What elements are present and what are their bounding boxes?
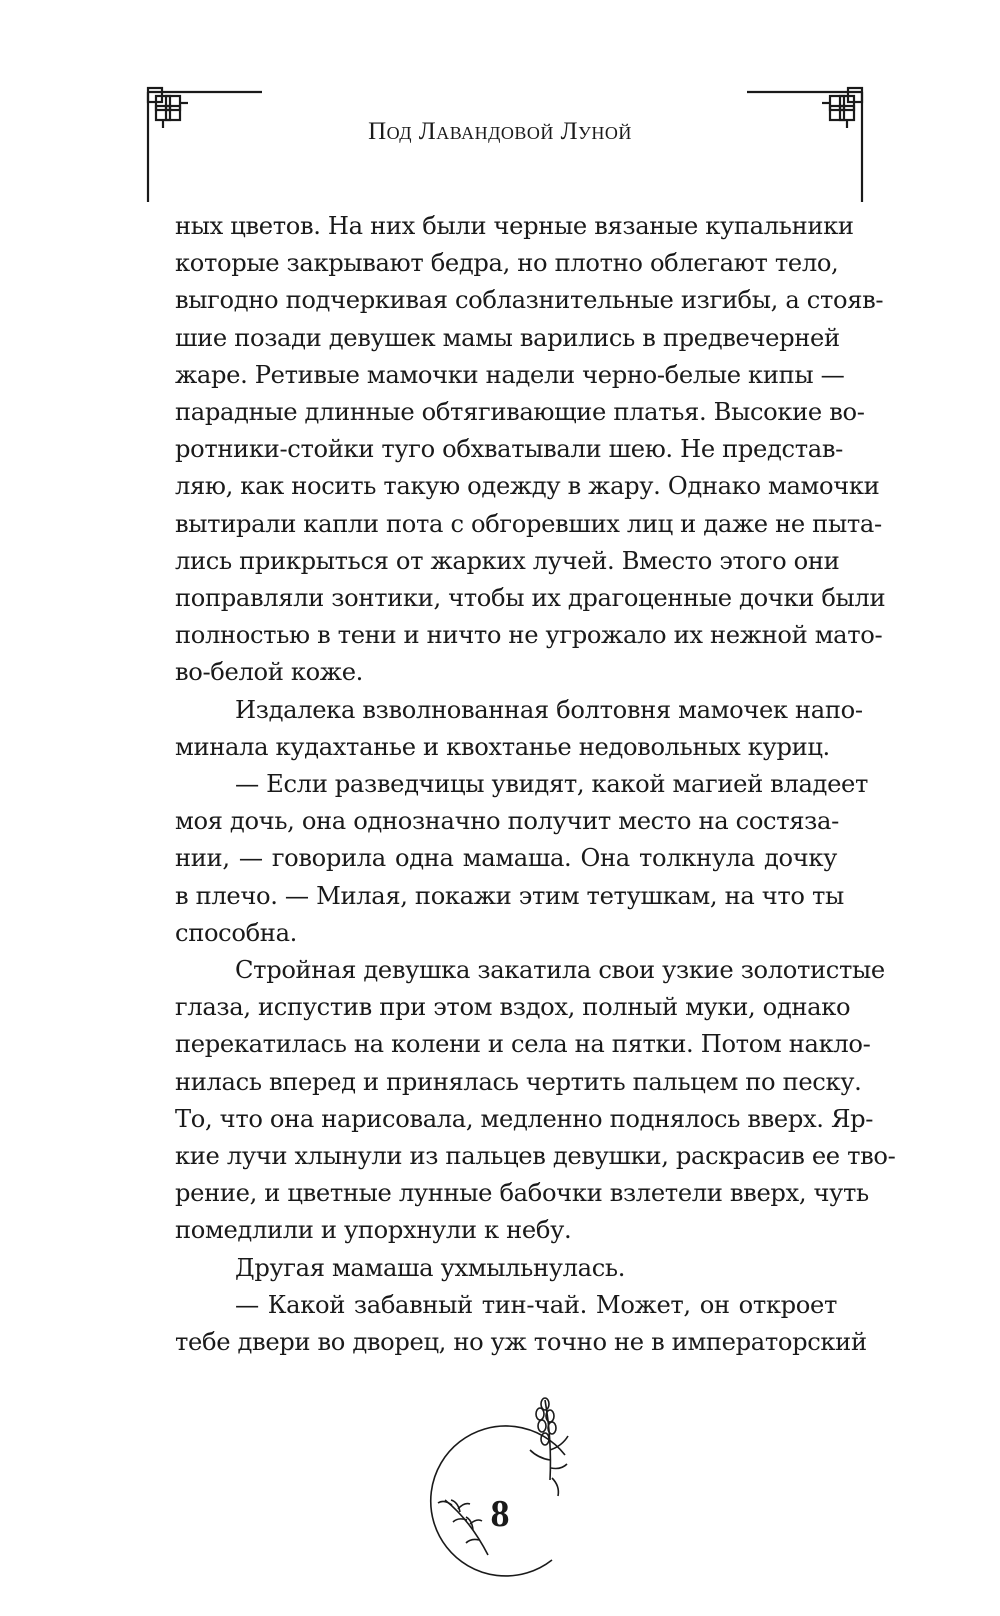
running-head: Под Лавандовой Луной xyxy=(368,118,632,145)
text-line: Стройная девушка закатила свои узкие золотистые xyxy=(235,956,885,985)
text-line: — Какой забавный тин-чай. Может, он откроет xyxy=(235,1290,837,1319)
text-line: которые закрывают бедра, но плотно облегают тело, xyxy=(175,249,839,278)
text-line: — Если разведчицы увидят, какой магией владеет xyxy=(235,770,869,799)
text-line: парадные длинные обтягивающие платья. Высокие во- xyxy=(175,398,865,427)
text-line: во-белой коже. xyxy=(175,658,363,687)
text-line: кие лучи хлынули из пальцев девушки, раскрасив ее тво- xyxy=(175,1142,896,1171)
text-line: глаза, испустив при этом вздох, полный муки, однако xyxy=(175,993,851,1022)
text-line: выгодно подчеркивая соблазнительные изгибы, а стояв- xyxy=(175,286,884,315)
text-line: ных цветов. На них были черные вязаные купальники xyxy=(175,212,854,240)
text-line: рение, и цветные лунные бабочки взлетели вверх, чуть xyxy=(175,1179,869,1208)
right-lavender-sprig xyxy=(530,1398,568,1496)
text-line: Другая мамаша ухмыльнулась. xyxy=(235,1253,626,1282)
text-line: шие позади девушек мамы варились в предвечерней xyxy=(175,323,840,352)
text-line: способна. xyxy=(175,918,297,947)
text-line: в плечо. — Милая, покажи этим тетушкам, на что ты xyxy=(175,881,844,910)
text-line: полностью в тени и ничто не угрожало их нежной мато- xyxy=(175,621,883,650)
text-line: лись прикрыться от жарких лучей. Вместо этого они xyxy=(175,546,840,575)
text-line: ротники-стойки туго обхватывали шею. Не представ- xyxy=(175,435,843,464)
text-line: жаре. Ретивые мамочки надели черно-белые кипы — xyxy=(175,360,845,389)
text-line: тебе двери во дворец, но уж точно не в императорский xyxy=(175,1328,867,1357)
text-line: ляю, как носить такую одежду в жару. Однако мамочки xyxy=(175,472,880,501)
text-line: вытирали капли пота с обгоревших лиц и даже не пыта- xyxy=(175,509,882,538)
text-line: поправляли зонтики, чтобы их драгоценные дочки были xyxy=(175,584,886,613)
text-line: То, что она нарисовала, медленно поднялось вверх. Яр- xyxy=(175,1104,874,1133)
text-line: Издалека взволнованная болтовня мамочек напо- xyxy=(235,695,863,724)
text-line: нии, — говорила одна мамаша. Она толкнула дочку xyxy=(175,844,837,873)
text-line: нилась вперед и принялась чертить пальцем по песку. xyxy=(175,1067,862,1096)
text-line: минала кудахтанье и квохтанье недовольных куриц. xyxy=(175,732,830,761)
text-line: моя дочь, она однозначно получит место на состяза- xyxy=(175,807,839,836)
page-number: 8 xyxy=(490,1493,510,1535)
text-line: перекатилась на колени и села на пятки. Потом накло- xyxy=(175,1030,871,1059)
text-line: помедлили и упорхнули к небу. xyxy=(175,1216,572,1245)
